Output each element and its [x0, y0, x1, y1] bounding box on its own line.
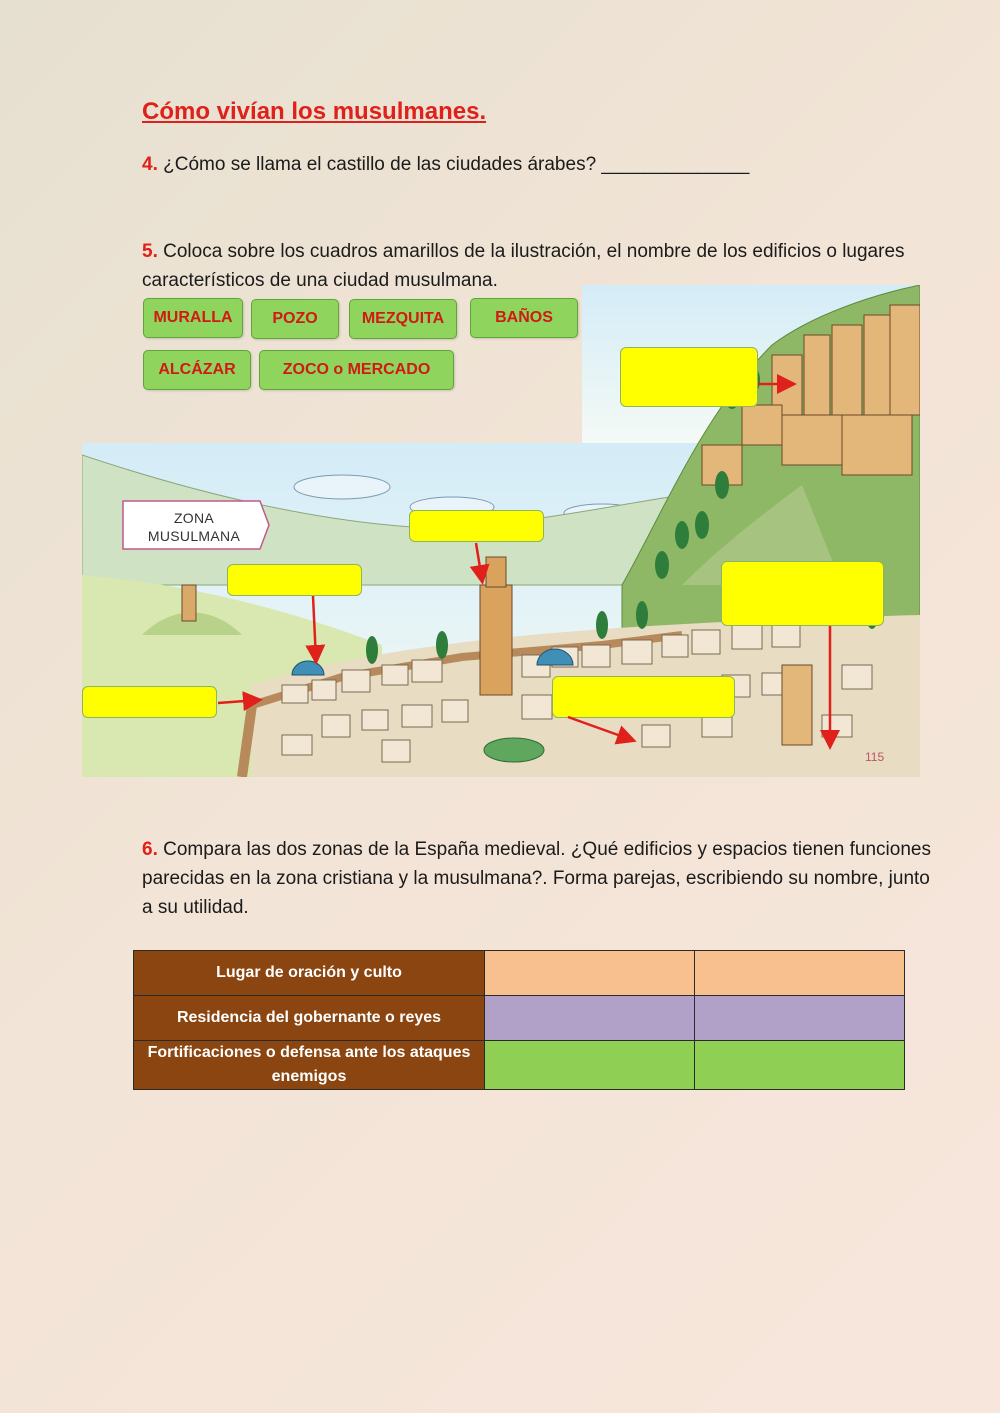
cell-worship-muslim[interactable] — [695, 951, 905, 996]
drop-box-alcazar[interactable] — [620, 347, 758, 407]
right-tower — [782, 665, 812, 745]
question-6-number: 6. — [142, 839, 158, 860]
minaret-top — [486, 557, 506, 587]
page-title — [142, 98, 486, 126]
row-label-defense: Fortificaciones o defensa ante los ataques enemigos — [134, 1041, 485, 1090]
question-5-text: Coloca sobre los cuadros amarillos de la ilustración, el nombre de los edificios o lugares característicos de una ciudad musulmana. — [142, 241, 905, 291]
chip-pozo[interactable]: POZO — [251, 299, 339, 339]
comparison-table — [133, 950, 905, 1090]
row-label-residence: Residencia del gobernante o reyes — [134, 996, 485, 1041]
drop-box-minaret[interactable] — [409, 510, 544, 542]
question-4-number: 4. — [142, 154, 158, 175]
row-label-worship: Lugar de oración y culto — [134, 951, 485, 996]
chip-zoco[interactable]: ZOCO o MERCADO — [259, 350, 454, 390]
question-5-number: 5. — [142, 241, 158, 262]
chip-mezquita[interactable]: MEZQUITA — [349, 299, 457, 339]
table-row — [134, 996, 905, 1041]
cell-residence-muslim[interactable] — [695, 996, 905, 1041]
question-4 — [142, 150, 749, 179]
zona-line-1: ZONA — [173, 510, 215, 526]
cell-defense-christian[interactable] — [485, 1041, 695, 1090]
garden-fountain — [484, 738, 544, 762]
table-row — [134, 1041, 905, 1090]
zona-label-text — [122, 509, 266, 545]
question-4-text: ¿Cómo se llama el castillo de las ciudades árabes? ______________ — [157, 154, 750, 175]
chip-muralla[interactable]: MURALLA — [143, 298, 243, 338]
title-text: Cómo vivían los musulmanes — [142, 98, 480, 125]
drop-box-tower[interactable] — [721, 561, 884, 626]
chip-alcazar[interactable]: ALCÁZAR — [143, 350, 251, 390]
chip-banos[interactable]: BAÑOS — [470, 298, 578, 338]
cell-worship-christian[interactable] — [485, 951, 695, 996]
minaret — [480, 585, 512, 695]
zona-line-2: MUSULMANA — [147, 528, 241, 544]
drop-box-dome[interactable] — [227, 564, 362, 596]
illustration-page-number: 115 — [865, 750, 885, 764]
left-tower — [182, 585, 196, 621]
cell-residence-christian[interactable] — [485, 996, 695, 1041]
title-dot: . — [479, 98, 487, 125]
cloud — [294, 475, 390, 499]
table-row — [134, 951, 905, 996]
cell-defense-muslim[interactable] — [695, 1041, 905, 1090]
drop-box-wall[interactable] — [82, 686, 217, 718]
drop-box-market[interactable] — [552, 676, 735, 718]
question-6 — [142, 835, 932, 922]
question-6-text: Compara las dos zonas de la España medieval. ¿Qué edificios y espacios tienen funciones parecidas en la zona cristiana y la musulmana?. Forma parejas, escribiendo su nombre, junto a su utilidad. — [142, 839, 931, 918]
